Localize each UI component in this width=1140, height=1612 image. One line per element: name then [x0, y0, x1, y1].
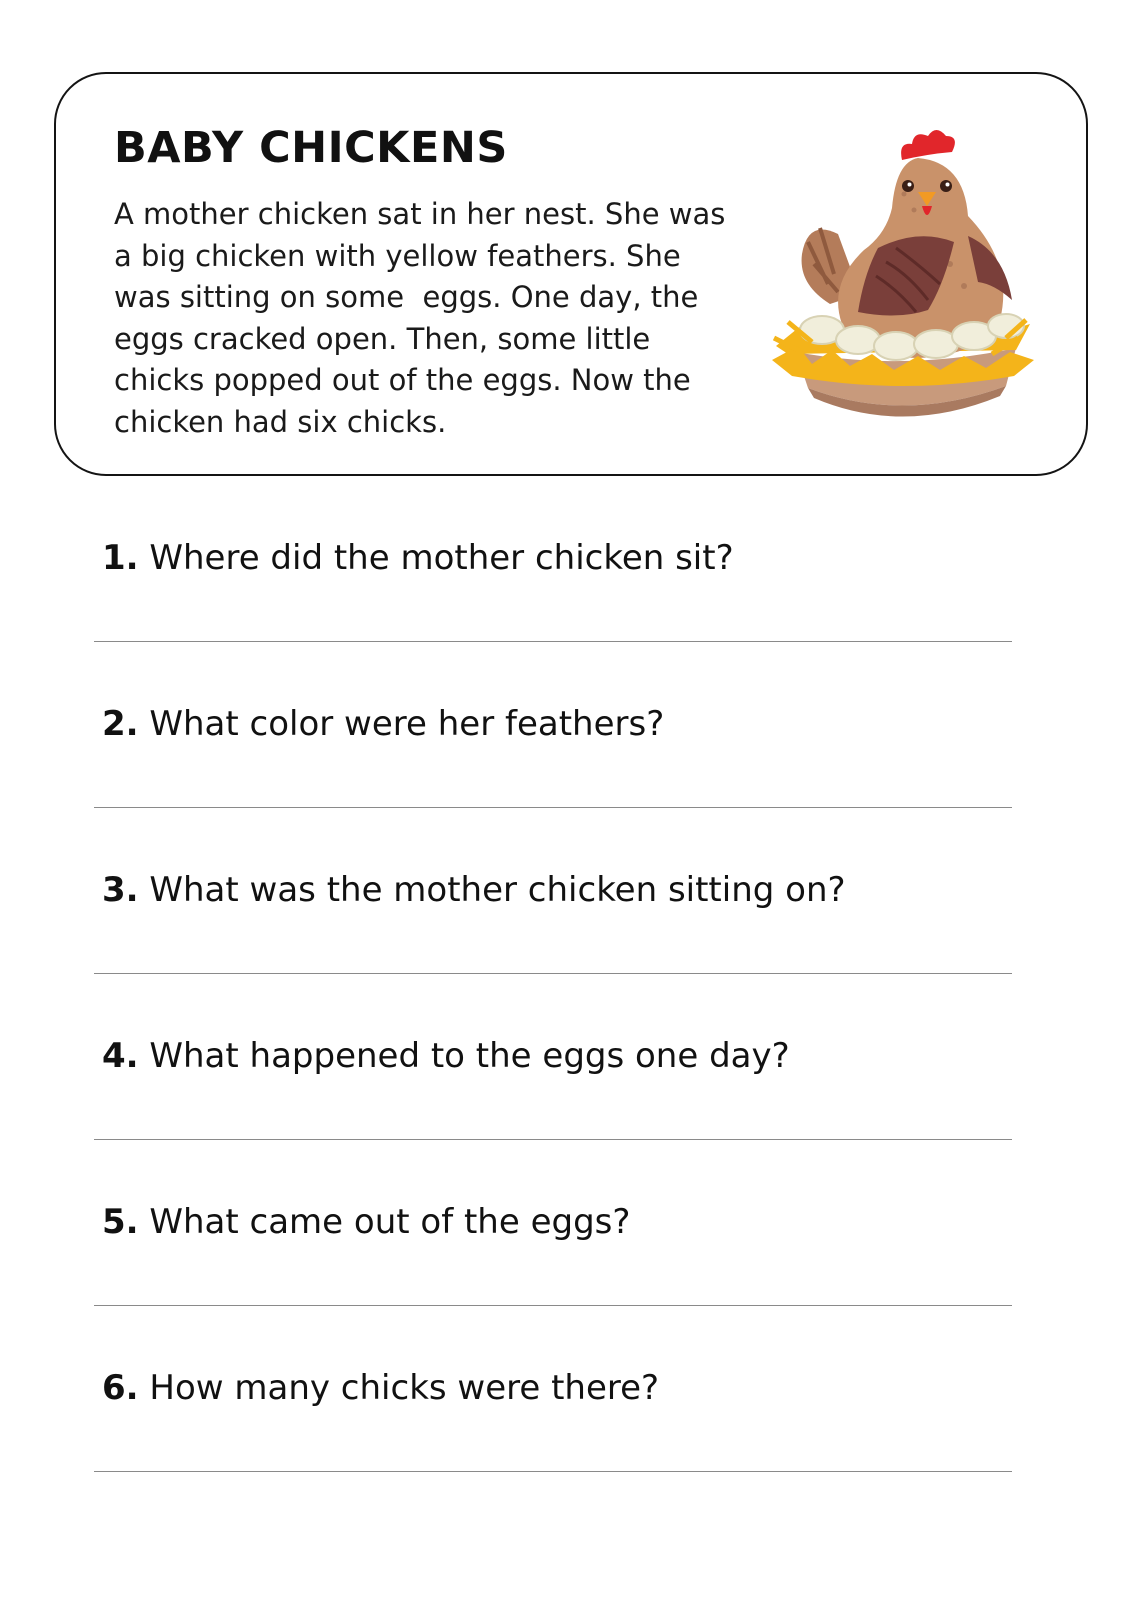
- question-2: [94, 686, 1012, 852]
- question-number: 5.: [102, 1202, 139, 1242]
- question-3: [94, 852, 1012, 1018]
- answer-line[interactable]: [94, 807, 1012, 808]
- answer-line[interactable]: [94, 1139, 1012, 1140]
- questions-list: [94, 520, 1012, 1516]
- question-text: [102, 1034, 790, 1078]
- answer-line[interactable]: [94, 1305, 1012, 1306]
- question-prompt: Where did the mother chicken sit?: [149, 538, 734, 578]
- question-number: 3.: [102, 870, 139, 910]
- question-1: [94, 520, 1012, 686]
- story-line: A mother chicken sat in her nest. She was: [114, 197, 726, 231]
- answer-line[interactable]: [94, 641, 1012, 642]
- story-box: [54, 72, 1088, 476]
- question-text: [102, 536, 734, 580]
- story-line: chicken had six chicks.: [114, 404, 447, 439]
- question-text: [102, 1200, 630, 1244]
- story-line: a big chicken with yellow feathers. She: [114, 238, 681, 273]
- hen-on-nest-icon: [768, 124, 1038, 434]
- story-line: chicks popped out of the eggs. Now the: [114, 363, 691, 397]
- question-4: [94, 1018, 1012, 1184]
- question-text: [102, 868, 846, 912]
- story-text: [114, 194, 754, 443]
- question-number: 2.: [102, 704, 139, 744]
- question-prompt: What color were her feathers?: [149, 704, 665, 744]
- question-prompt: What was the mother chicken sitting on?: [149, 870, 846, 910]
- question-number: 1.: [102, 538, 139, 578]
- question-prompt: How many chicks were there?: [149, 1368, 660, 1408]
- question-text: [102, 1366, 659, 1410]
- answer-line[interactable]: [94, 973, 1012, 974]
- story-line: eggs cracked open. Then, some little: [114, 321, 651, 356]
- question-prompt: What came out of the eggs?: [149, 1202, 631, 1242]
- question-number: 6.: [102, 1368, 139, 1408]
- story-line: was sitting on some eggs. One day, the: [114, 280, 699, 314]
- question-number: 4.: [102, 1036, 139, 1076]
- story-title: BABY CHICKENS: [114, 123, 508, 173]
- question-prompt: What happened to the eggs one day?: [149, 1036, 790, 1076]
- question-6: [94, 1350, 1012, 1516]
- question-5: [94, 1184, 1012, 1350]
- question-text: [102, 702, 664, 746]
- answer-line[interactable]: [94, 1471, 1012, 1472]
